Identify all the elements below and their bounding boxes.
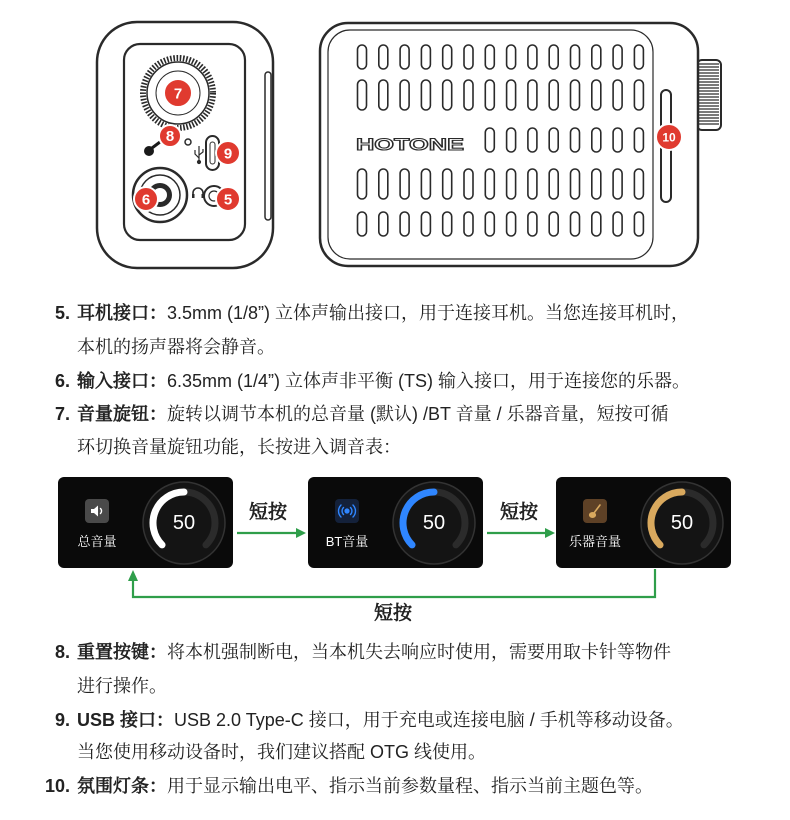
item-label: 耳机接口： xyxy=(77,303,167,323)
callout-reset xyxy=(159,125,181,147)
item-number: 8. xyxy=(54,642,70,662)
device-front-view xyxy=(320,23,721,266)
item-number: 5. xyxy=(54,303,70,323)
arrow-head xyxy=(545,528,555,538)
screen-total-volume xyxy=(58,477,233,568)
screen-label: 乐器音量 xyxy=(568,534,621,549)
callout-input xyxy=(134,187,158,211)
list-item-volume-knob xyxy=(0,397,790,431)
short-press-label: 短按 xyxy=(499,502,538,523)
arrow-head xyxy=(296,528,306,538)
speaker-icon xyxy=(85,499,109,523)
device-side-view xyxy=(97,22,273,268)
arrow-head xyxy=(128,570,138,581)
item-text: 用于显示输出电平、指示当前参数量程、指示当前主题色等。 xyxy=(167,776,653,796)
list-item-light-strip xyxy=(0,769,790,803)
item-label: 氛围灯条： xyxy=(77,776,167,796)
list-item-continuation xyxy=(0,669,790,703)
screen-bt-volume xyxy=(308,477,483,568)
list-item-headphone-jack xyxy=(0,296,790,330)
callout-headphone-number: 5 xyxy=(223,191,233,209)
callout-knob xyxy=(164,79,192,107)
item-number: 6. xyxy=(54,371,70,391)
guitar-icon xyxy=(583,499,607,523)
item-label: 输入接口： xyxy=(77,371,167,391)
callout-input-number: 6 xyxy=(141,191,151,209)
volume-value: 50 xyxy=(670,512,694,534)
item-text: 本机的扬声器将会静音。 xyxy=(77,337,275,357)
item-label: 音量旋钮： xyxy=(77,404,167,424)
screen-label: 总音量 xyxy=(77,534,117,549)
screen-label: BT音量 xyxy=(325,534,369,549)
item-label: USB 接口： xyxy=(77,710,175,730)
item-text: USB 2.0 Type-C 接口，用于充电或连接电脑 / 手机等移动设备。 xyxy=(174,710,684,730)
callout-light-strip-number: 10 xyxy=(662,130,676,145)
device-illustrations xyxy=(0,0,790,285)
callout-headphone xyxy=(216,187,240,211)
list-item-usb-port xyxy=(0,703,790,737)
short-press-label: 短按 xyxy=(248,502,287,523)
item-text: 6.35mm (1/4”) 立体声非平衡 (TS) 输入接口，用于连接您的乐器。 xyxy=(167,371,691,391)
arrow-instrument-to-total xyxy=(133,569,655,597)
item-number: 9. xyxy=(54,710,70,730)
item-label: 重置按键： xyxy=(77,642,167,662)
volume-value: 50 xyxy=(172,512,196,534)
bluetooth-icon xyxy=(335,499,359,523)
callout-knob-number: 7 xyxy=(173,85,183,103)
screen-instrument-volume xyxy=(556,477,731,568)
short-press-label: 短按 xyxy=(373,603,412,624)
callout-usb-number: 9 xyxy=(223,145,233,163)
brand-logo: HOTONE xyxy=(356,135,464,154)
callout-reset-number: 8 xyxy=(165,128,175,145)
list-item-continuation xyxy=(0,430,790,464)
list-item-continuation xyxy=(0,330,790,364)
list-item-reset-button xyxy=(0,635,790,669)
callout-usb xyxy=(216,141,240,165)
item-text: 旋转以调节本机的总音量 (默认) /BT 音量 / 乐器音量，短按可循 xyxy=(167,404,669,424)
list-item-continuation xyxy=(0,735,790,769)
volume-value: 50 xyxy=(422,512,446,534)
list-item-input-jack xyxy=(0,364,790,398)
item-text: 进行操作。 xyxy=(77,676,167,696)
item-text: 环切换音量旋钮功能，长按进入调音表： xyxy=(77,437,401,457)
item-text: 将本机强制断电，当本机失去响应时使用，需要用取卡针等物件 xyxy=(167,642,671,662)
item-text: 当您使用移动设备时，我们建议搭配 OTG 线使用。 xyxy=(77,742,486,762)
callout-light-strip xyxy=(656,124,682,150)
side-knob-knurl xyxy=(699,64,719,124)
item-number: 10. xyxy=(44,776,70,796)
item-number: 7. xyxy=(54,404,70,424)
item-text: 3.5mm (1/8”) 立体声输出接口，用于连接耳机。当您连接耳机时， xyxy=(167,303,690,323)
